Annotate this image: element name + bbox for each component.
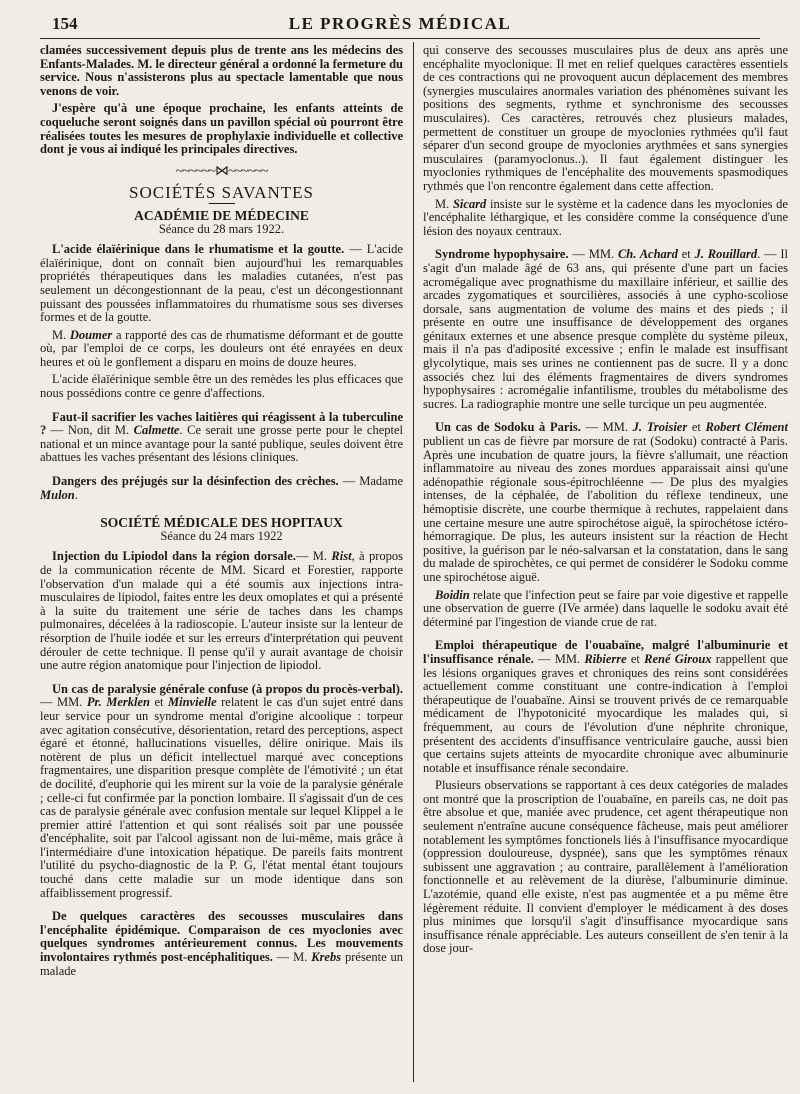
article-paragraph: qui conserve des secousses musculaires plus de deux ans après une encéphalite myoclonique. Il met en relief quelques caractères essentiels de ces contractions qui ne provoquent aucun déplacement des membres (synergies musculaires anormales variation des phénomènes suivant les positions des segments, rythme et synchronisme des secousses musculaires). Ces caractères, retrouvés chez plusieurs malades, permettent de constituer un groupe de myoclonies rythmées qu'il faut séparer d'un second groupe de myoclonies arythmées et sans synergies musculaires (paramyoclonus..). Il faut également distinguer les myoclonies rythmiques de l'encéphalite des mouvements spasmodiques rythmés que l'on rencontre également dans cette affection. (423, 44, 788, 193)
author-name: Ribierre (584, 651, 627, 666)
societes-savantes-title: SOCIÉTÉS SAVANTES (129, 183, 314, 203)
author-name: Mulon (40, 487, 75, 502)
hopitaux-title: SOCIÉTÉ MÉDICALE DES HOPITAUX (100, 515, 343, 531)
article-lead: L'acide élaïérinique dans le rhumatisme et la goutte. (52, 242, 345, 257)
article-paragraph: Plusieurs observations se rapportant à ces deux catégories de malades ont montré que la proscription de l'ouabaïne, en pareils cas, ne doit pas être absolue et que, maniée avec prudence, cet agent thérapeutique non seulement n'entraîne aucune conséquence fâcheuse, mais peut améliorer notablement les symptômes fonctionels liés à l'insuffisance myocardique (oppression douloureuse, dyspnée), sans que les symptômes rénaux subissent une aggravation ; au contraire, parallèlement à l'amélioration fonctionnelle et au relèvement de la diurèse, l'albuminurie diminue. L'azotémie, quand elle existe, n'est pas augmentée et a pu même être légèrement réduite. Il convient d'employer le médicament à des doses plus minimes que lorsqu'il s'agit d'insuffisance myocardique sans insuffisance rénale appréciable. Les auteurs conseillent de s'en tenir à la dose jour- (423, 778, 788, 956)
article-lead: Un cas de paralysie générale confuse (à propos du procès-verbal). (52, 681, 403, 696)
author-name: Minvielle (168, 695, 217, 710)
left-column (40, 44, 403, 1084)
article-paragraph: Emploi thérapeutique de l'ouabaïne, malgré l'albuminurie et l'insuffisance rénale. — MM. Ribierre et René Giroux rappellent que les lésions organiques graves et chroniques des reins sont considérées actuellement comme constituant une contre-indication à l'emploi thérapeutique de l'ouabaïne. Ainsi se trouvent privés de ce remarquable médicament de l'hypotonicité myocardique les malades qui, si fréquemment, au cours de l'évolution d'une néphrite chronique, présentent des accidents d'insuffisance ventriculaire gauche, aussi bien que certains sujets atteints de myocardite chronique avec albuminurie notable et insuffisance rénale secondaire. (423, 638, 788, 775)
academie-title: ACADÉMIE DE MÉDECINE (134, 207, 309, 223)
article-paragraph: L'acide élaïérinique dans le rhumatisme et la goutte. — L'acide élaïérinique, dont on connaît bien aujourd'hui les remarquables propriétés thérapeutiques dans les maladies cutanées, n'est pas seulement un décongestionnant de la peau, c'est un décongestionnant puissant des poussées inflammatoires du rhumatisme sous ses diverses formes et de la goutte. (40, 242, 403, 325)
ornament-divider: ~~~~~~⋈~~~~~~ (175, 163, 268, 179)
author-name: Boidin (435, 587, 470, 602)
article-paragraph: M. Doumer a rapporté des cas de rhumatisme déformant et de goutte où, par l'emploi de ce corps, les douleurs ont été enrayées en deux heures et où le gonflement a disparu en moins de douze heures. (40, 327, 403, 369)
article-paragraph: Boidin relate que l'infection peut se faire par voie digestive et rappelle une observation de guerre (IVe armée) dans laquelle le sodoku avait été déterminé par l'ingestion de viande crue de rat. (423, 587, 788, 629)
article-paragraph: Injection du Lipiodol dans la région dorsale.— M. Rist, à propos de la communication récente de MM. Sicard et Forestier, rapporte l'observation d'un malade qui a été soumis aux injections intra-musculaires de lipiodol, faites entre les deux omoplates et qui a présenté à la suite du traitement une série de taches dans les champs pulmonaires, décelées à la radioscopie. L'auteur insiste sur la lenteur de résorption de l'huile iodée et sur les erreurs d'interprétation qui peuvent dérouler de cette technique. Il pense qu'il y aurait avantage de choisir une autre région anatomique pour l'injection de lipiodol. (40, 549, 403, 673)
article-lead: De quelques caractères des secousses musculaires dans l'encéphalite épidémique. Comparaison de ces myoclonies avec quelques syndromes antérieurement connus. Les mouvements involontaires rythmés post-encéphalitiques. (40, 909, 403, 965)
article-paragraph: Dangers des préjugés sur la désinfection des crèches. — Madame Mulon. (40, 474, 403, 502)
author-name: Ch. Achard (617, 247, 678, 262)
author-name: Pr. Merklen (86, 695, 151, 710)
article-paragraph: L'acide élaïérinique semble être un des remèdes les plus efficaces que nous possédions contre ce genre d'affections. (40, 372, 403, 401)
author-name: Rist (331, 549, 352, 564)
article-paragraph: Faut-il sacrifier les vaches laitières qui réagissent à la tuberculine ? — Non, dit M. Calmette. Ce serait une grosse perte pour le cheptel national et un mince avantage pour la santé publique, seules doivent être abattues les vaches présentant des lésions cliniques. (40, 409, 403, 465)
page-header (40, 10, 760, 39)
journal-title: LE PROGRÈS MÉDICAL (288, 14, 512, 33)
continuation-paragraph: clamées successivement depuis plus de trente ans les médecins des Enfants-Malades. M. le directeur général a ordonné la fermeture du service. Nous n'assisterons plus au spectacle lamentable que nous venons de voir. (40, 44, 403, 98)
hopitaux-seance: Séance du 24 mars 1922 (160, 528, 283, 543)
article-lead: Dangers des préjugés sur la désinfection des crèches. (52, 474, 339, 489)
academie-seance: Séance du 28 mars 1922. (158, 221, 285, 236)
column-divider (413, 42, 414, 1082)
article-lead: Injection du Lipiodol dans la région dorsale. (52, 549, 296, 564)
author-name: Krebs (311, 950, 342, 965)
author-name: J. Troisier (632, 420, 688, 435)
article-lead: Emploi thérapeutique de l'ouabaïne, malgré l'albuminurie et l'insuffisance rénale. (423, 638, 788, 666)
article-lead: Un cas de Sodoku à Paris. (435, 420, 581, 435)
article-lead: Faut-il sacrifier les vaches laitières qui réagissent à la tuberculine ? (40, 409, 403, 438)
title-rule (209, 203, 235, 204)
author-name: Robert Clément (705, 420, 788, 435)
author-name: J. Rouillard (694, 247, 758, 262)
author-name: Sicard (452, 196, 487, 211)
article-paragraph: De quelques caractères des secousses musculaires dans l'encéphalite épidémique. Comparaison de ces myoclonies avec quelques syndromes antérieurement connus. Les mouvements involontaires rythmés post-encéphalitiques. — M. Krebs présente un malade (40, 909, 403, 978)
article-paragraph: Syndrome hypophysaire. — MM. Ch. Achard et J. Rouillard. — Il s'agit d'un malade âgé de 63 ans, qui présente d'une part un facies acromégalique avec prognathisme du maxillaire inférieur, et saillie des arcades zygomatiques et sourcilières, associés à une cypho-scoliose dorsale, sans augmentation de volume des mains et des pieds ; il présente en outre une insuffisance de développement des organes génitaux externes et une absence presque complète du système pileux, mais il n'a pas d'adiposité excessive ; enfin le malade est insuffisant glycolytique, mais ses urines ne contiennent pas de sucre. Il y a donc associés chez lui des éléments fragmentaires de divers syndromes hypophysaires : acromégalie infantilisme, troubles du métabolisme des sucres. La radiographie montre une selle turcique un peu augmentée. (423, 247, 788, 411)
author-name: Calmette (133, 423, 180, 438)
continuation-paragraph: J'espère qu'à une époque prochaine, les enfants atteints de coqueluche seront soignés dans un pavillon spécial où pourront être réalisées toutes les mesures de prophylaxie individuelle et collective dont je vous ai indiqué les principales directives. (40, 101, 403, 157)
page-number: 154 (52, 14, 78, 33)
author-name: Doumer (69, 327, 113, 342)
article-lead: Syndrome hypophysaire. (435, 247, 569, 262)
right-column (423, 44, 788, 1084)
article-paragraph: M. Sicard insiste sur le système et la cadence dans les myoclonies de l'encéphalite léthargique, et les considère comme la conséquence d'une lésion des noyaux centraux. (423, 196, 788, 238)
article-paragraph: Un cas de Sodoku à Paris. — MM. J. Troisier et Robert Clément publient un cas de fièvre par morsure de rat (Sodoku) contracté à Paris. Après une incubation de quatre jours, la fièvre s'allumait, une réaction inflammatoire au niveau des zones mordues apparaissait ainsi qu'une adénopathie régionale sous-épitrochléenne — De plus des myalgies intenses, de la céphalée, de l'abolition du réflexe tendineux, une hémoptisie discrète, une courbe thermique à rechutes, rappelaient dans une certaine mesure une autre spirochétose aiguë, la spirochétose ictéro-hémorragique. De plus, les auteurs insistent sur la réaction de Hecht positive, la guérison par le néo-salvarsan et la constatation, dans le sang du malade de spirochètes, ce qui permet de considérer le Sodoku comme une spirochétose aiguë. (423, 420, 788, 584)
author-name: René Giroux (644, 651, 712, 666)
article-paragraph: Un cas de paralysie générale confuse (à propos du procès-verbal). — MM. Pr. Merklen et Minvielle relatent le cas d'un sujet entré dans leur service pour un syndrome mental d'origine alcoolique : torpeur avec agitation consécutive, désorientation, retard des perceptions, aspect égaré et étonné, hallucinations visuelles, délire onirique. Mais ils notèrent de plus un déficit intellectuel marqué avec conceptions fragmentaires, une disparition presque complète de l'émotivité ; un état de docilité, d'euphorie qui les mirent sur la voie de la paralysie générale ; celle-ci fut confirmée par la ponction lombaire. Il s'agissait d'un de ces cas de paralysie générale avec confusion mentale sur lequel Klippel a le premier attiré l'attention et qui sont réalisés soit par une poussée d'encéphalite, soit par l'alcool agissant non de lui-même, mais grâce à l'intermédiaire d'une intoxication hépatique. De pareils faits montrent l'utilité du psycho-diagnostic de la P. G, l'état mental étant toujours touché dans cette maladie sur un mode identique dans son affaiblissement progressif. (40, 681, 403, 900)
